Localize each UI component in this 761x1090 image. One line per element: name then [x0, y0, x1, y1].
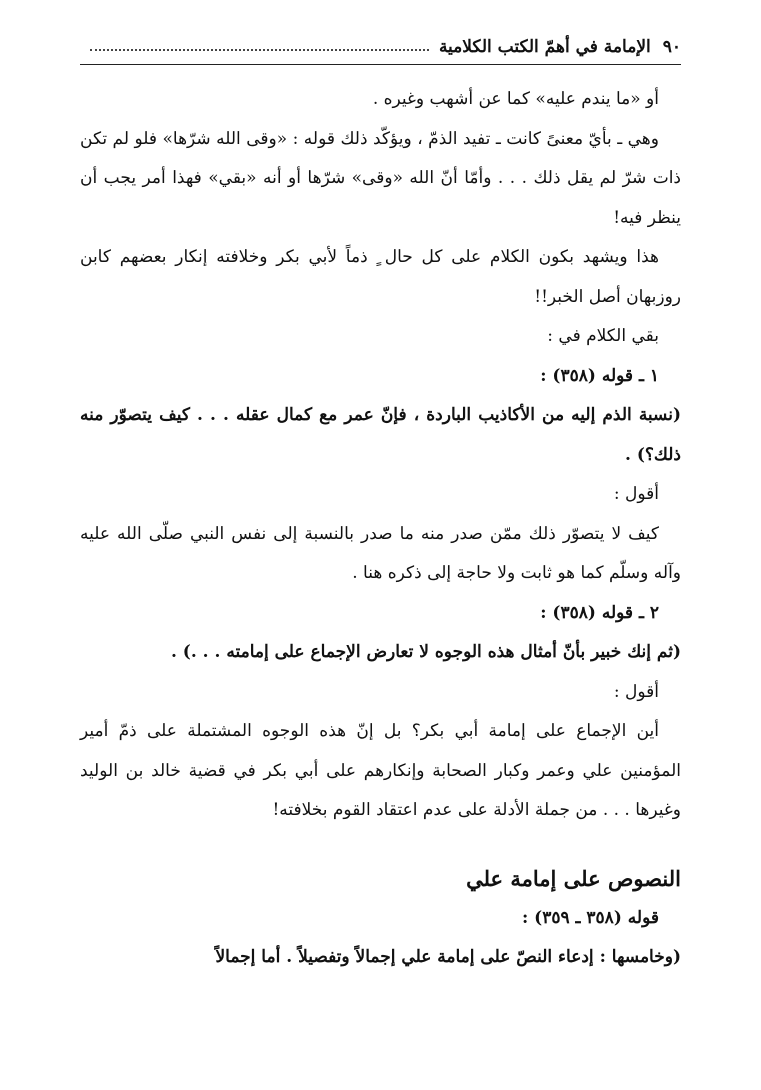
paragraph: هذا ويشهد بكون الكلام على كل حال ٍ ذماً لأبي بكر وخلافته إنكار بعضهم كابن روزبهان أصل الخبر!! — [80, 247, 681, 307]
header-dot-leader — [90, 43, 429, 51]
paragraph: وهي ـ بأيّ معنىً كانت ـ تفيد الذمّ ، ويؤكّد ذلك قوله : «وقى الله شرّها» فلو لم تكن ذات شرّ لم يقل ذلك . . . وأمّا أنّ الله «وقى» شرّها أو أنه «بقي» فهذا أمر يجب أن ينظر فيه! — [80, 128, 681, 228]
section-heading: النصوص على إمامة علي — [466, 865, 681, 891]
quote-reference: ٢ ـ قوله (٣٥٨) : — [540, 602, 659, 623]
paragraph: بقي الكلام في : — [547, 326, 659, 346]
page-header — [80, 30, 681, 65]
paragraph: أين الإجماع على إمامة أبي بكر؟ بل إنّ هذه الوجوه المشتملة على ذمّ أمير المؤمنين علي وعمر وكبار الصحابة وإنكارهم على أبي بكر في قضية خالد بن الوليد وغيرها . . . من جملة الأدلة على عدم اعتقاد القوم بخلافته! — [80, 721, 681, 820]
page-body — [80, 80, 681, 978]
quoted-passage: (نسبة الذم إليه من الأكاذيب الباردة ، فإنّ عمر مع كمال عقله . . . كيف يتصوّر منه ذلك؟) . — [80, 405, 681, 465]
page-number: ٩٠ — [662, 37, 681, 57]
quoted-passage: (ثم إنك خبير بأنّ أمثال هذه الوجوه لا تعارض الإجماع على إمامته . . .) . — [170, 642, 681, 662]
running-title: الإمامة في أهمّ الكتب الكلامية — [438, 37, 651, 57]
paragraph: أقول : — [613, 484, 659, 504]
paragraph: أو «ما يندم عليه» كما عن أشهب وغيره . — [372, 89, 659, 109]
quote-reference: قوله (٣٥٨ ـ ٣٥٩) : — [521, 907, 659, 928]
quote-reference: ١ ـ قوله (٣٥٨) : — [540, 365, 659, 386]
paragraph: أقول : — [613, 681, 659, 702]
paragraph: كيف لا يتصوّر ذلك ممّن صدر منه ما صدر بالنسبة إلى نفس النبي صلّى الله عليه وآله وسلّم كما هو ثابت ولا حاجة إلى ذكره هنا . — [80, 523, 681, 583]
quoted-passage: (وخامسها : إدعاء النصّ على إمامة علي إجمالاً وتفصيلاً . أما إجمالاً — [215, 947, 681, 967]
